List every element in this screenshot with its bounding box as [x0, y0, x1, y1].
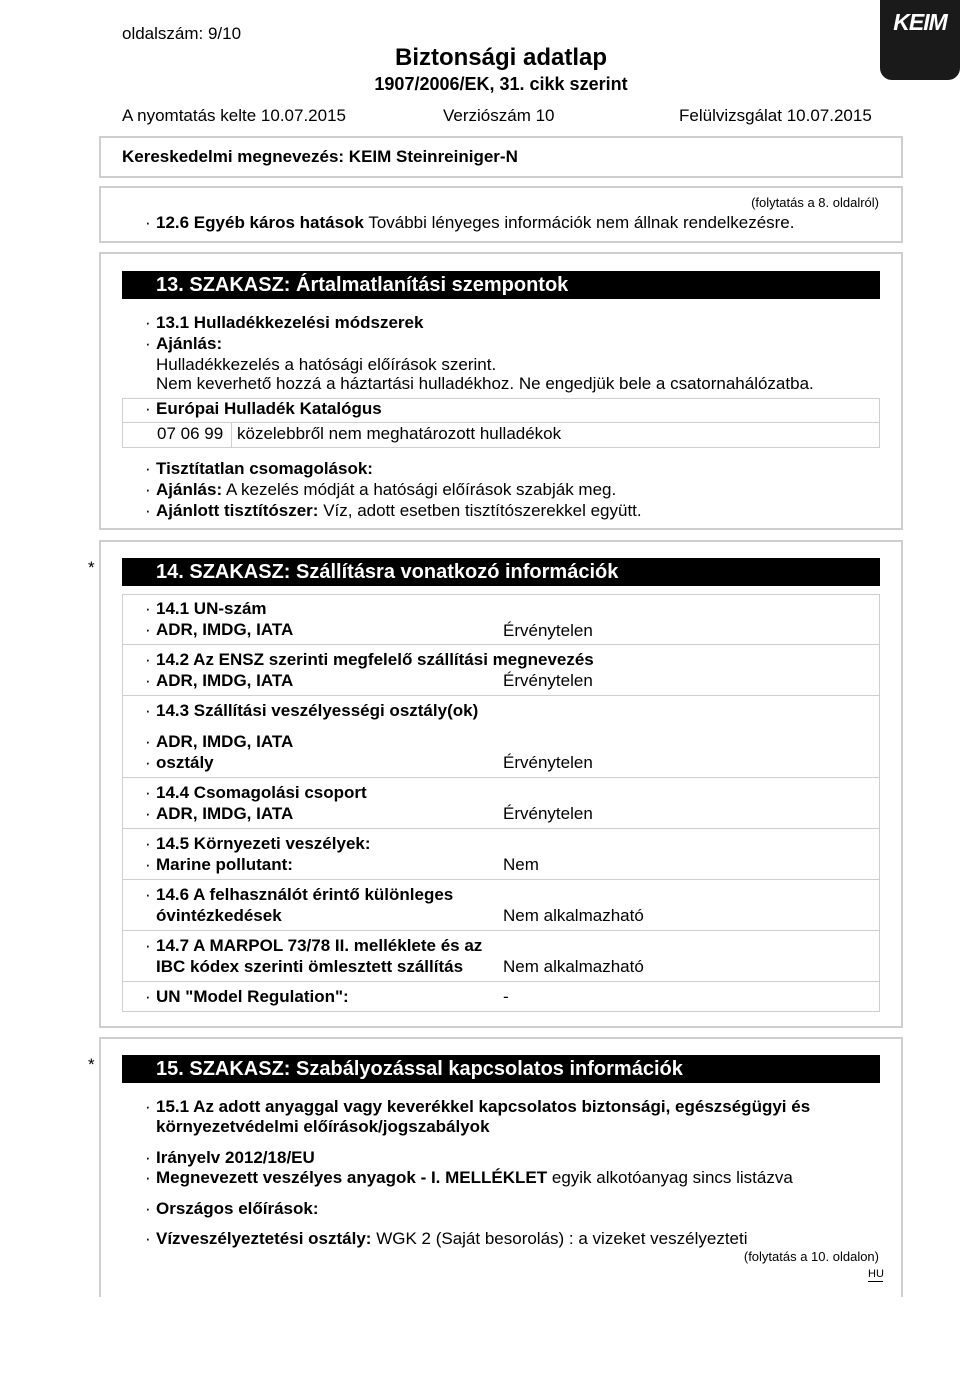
marpol-line-2: IBC kódex szerinti ömlesztett szállítás	[156, 957, 464, 976]
hazard-class-label: 14.3 Szállítási veszélyességi osztály(ok)	[156, 701, 479, 720]
water-hazard-class: Vízveszélyeztetési osztály: WGK 2 (Saját besorolás) : a vizeket veszélyezteti	[156, 1229, 748, 1248]
language-code: HU	[868, 1268, 884, 1280]
transport-value: Érvénytelen	[503, 671, 593, 690]
special-precautions-line-2: óvintézkedések	[156, 906, 282, 925]
packaging-recommendation: Ajánlás: A kezelés módját a hatósági előírások szabják meg.	[156, 480, 617, 499]
page-number: oldalszám: 9/10	[122, 24, 242, 43]
change-marker-15: *	[88, 1055, 95, 1074]
transport-value: Érvénytelen	[503, 753, 593, 772]
section-14-title: 14. SZAKASZ: Szállításra vonatkozó információk	[122, 558, 880, 586]
shipping-name-label: 14.2 Az ENSZ szerinti megfelelő szállítási megnevezés	[156, 650, 594, 669]
regulations-line-1: 15.1 Az adott anyaggal vagy keverékkel kapcsolatos biztonsági, egészségügyi és	[156, 1097, 811, 1116]
special-precautions-value: Nem alkalmazható	[503, 906, 644, 925]
waste-catalogue-label: Európai Hulladék Katalógus	[156, 399, 382, 418]
document-title: Biztonsági adatlap	[394, 44, 608, 71]
change-marker-14: *	[88, 558, 95, 577]
language-underline	[868, 1281, 883, 1282]
transport-mode: ADR, IMDG, IATA	[156, 671, 294, 690]
transport-mode: ADR, IMDG, IATA	[156, 804, 294, 823]
logo-text: KEIM	[893, 9, 947, 35]
special-precautions-line-1: 14.6 A felhasználót érintő különleges	[156, 885, 454, 904]
marpol-value: Nem alkalmazható	[503, 957, 644, 976]
model-regulation-label: UN "Model Regulation":	[156, 987, 349, 1006]
regulations-line-2: környezetvédelmi előírások/jogszabályok	[156, 1117, 490, 1136]
env-hazards-label: 14.5 Környezeti veszélyek:	[156, 834, 371, 853]
section-12-6: 12.6 Egyéb káros hatások További lényeges információk nem állnak rendelkezésre.	[156, 213, 795, 232]
transport-value: Érvénytelen	[503, 804, 593, 823]
recommended-cleaner: Ajánlott tisztítószer: Víz, adott esetben tisztítószerekkel együtt.	[156, 501, 642, 520]
continued-to: (folytatás a 10. oldalon)	[743, 1249, 879, 1264]
recommendation-line-2: Nem keverhető hozzá a háztartási hulladékhoz. Ne engedjük bele a csatornahálózatba.	[156, 374, 814, 393]
document-subtitle: 1907/2006/EK, 31. cikk szerint	[374, 74, 628, 94]
un-number-label: 14.1 UN-szám	[156, 599, 267, 618]
transport-value: Érvénytelen	[503, 621, 593, 640]
recommendation-label: Ajánlás:	[156, 334, 223, 353]
model-regulation-value: -	[503, 987, 509, 1006]
waste-code: 07 06 99	[157, 424, 224, 443]
marine-pollutant-label: Marine pollutant:	[156, 855, 293, 874]
version-number: Verziószám 10	[443, 106, 555, 125]
continued-from: (folytatás a 8. oldalról)	[751, 195, 879, 210]
packing-group-label: 14.4 Csomagolási csoport	[156, 783, 367, 802]
class-label: osztály	[156, 753, 214, 772]
keim-logo	[880, 0, 960, 80]
national-regulations: Országos előírások:	[156, 1199, 319, 1218]
section-13-title: 13. SZAKASZ: Ártalmatlanítási szempontok	[122, 271, 880, 299]
waste-description: közelebbről nem meghatározott hulladékok	[237, 424, 562, 443]
directive: Irányelv 2012/18/EU	[156, 1148, 315, 1167]
waste-methods: 13.1 Hulladékkezelési módszerek	[156, 313, 424, 332]
trade-name: Kereskedelmi megnevezés: KEIM Steinreiniger-N	[122, 147, 518, 166]
marine-pollutant-value: Nem	[503, 855, 539, 874]
marpol-line-1: 14.7 A MARPOL 73/78 II. melléklete és az	[156, 936, 483, 955]
recommendation-line-1: Hulladékkezelés a hatósági előírások szerint.	[156, 355, 497, 374]
transport-mode: ADR, IMDG, IATA	[156, 732, 294, 751]
revision-date: Felülvizsgálat 10.07.2015	[679, 106, 872, 125]
transport-mode: ADR, IMDG, IATA	[156, 620, 294, 639]
uncleaned-packaging: Tisztítatlan csomagolások:	[156, 459, 373, 478]
named-substances: Megnevezett veszélyes anyagok - I. MELLÉKLET egyik alkotóanyag sincs listázva	[156, 1168, 793, 1187]
section-15-title: 15. SZAKASZ: Szabályozással kapcsolatos információk	[122, 1055, 880, 1083]
print-date: A nyomtatás kelte 10.07.2015	[122, 106, 346, 125]
